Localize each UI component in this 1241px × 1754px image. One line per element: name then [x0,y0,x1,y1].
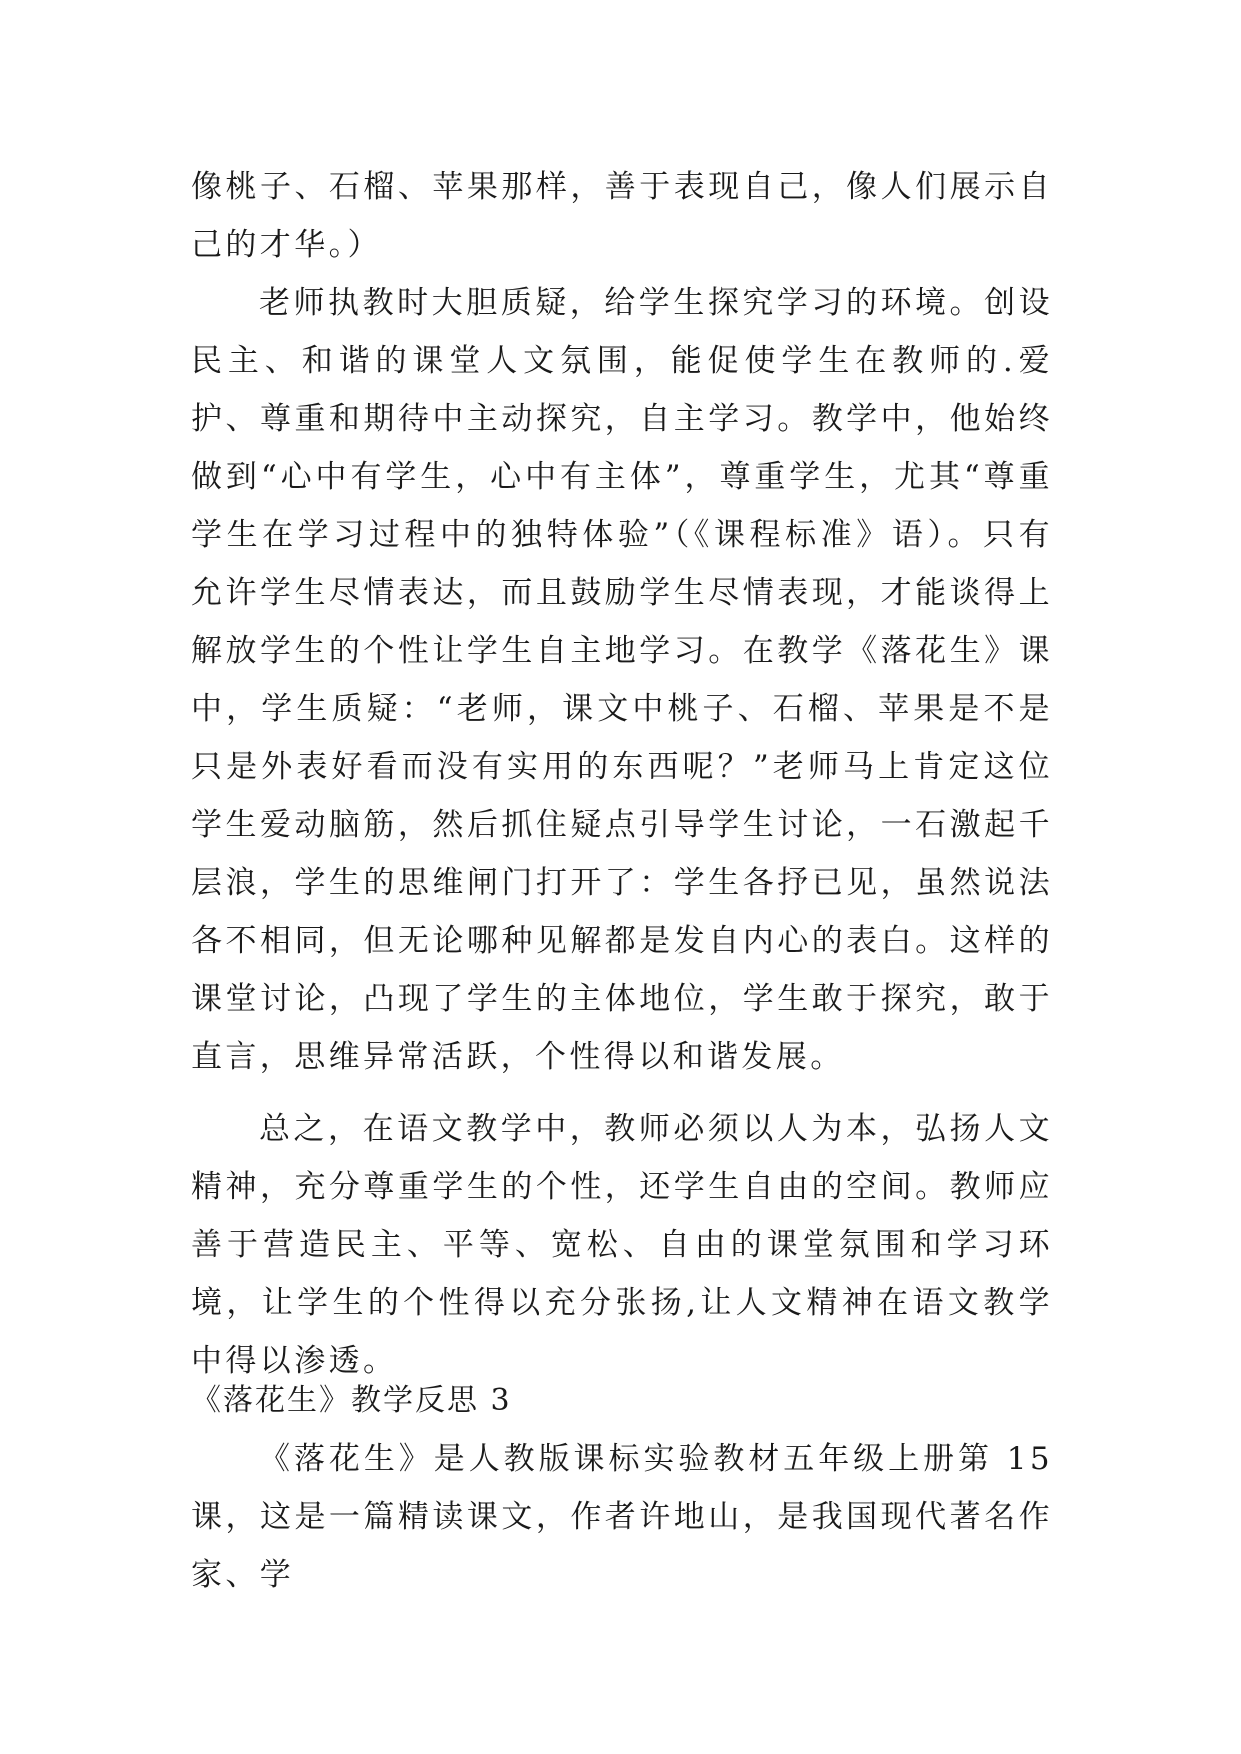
body-paragraph-3: 《落花生》是人教版课标实验教材五年级上册第 15 课，这是一篇精读课文，作者许地山，是我国现代著名作家、学 [191,1441,1053,1593]
section-heading: 《落花生》教学反思 3 [191,1383,512,1418]
body-paragraph-1: 老师执教时大胆质疑，给学生探究学习的环境。创设民主、和谐的课堂人文氛围，能促使学生在教师的.爱护、尊重和期待中主动探究，自主学习。教学中，他始终做到“心中有学生，心中有主体”，尊重学生，尤其“尊重学生在学习过程中的独特体验”（《课程标准》语）。只有允许学生尽情表达，而且鼓励学生尽情表现，才能谈得上解放学生的个性让学生自主地学习。在教学《落花生》课中，学生质疑：“老师，课文中桃子、石榴、苹果是不是只是外表好看而没有实用的东西呢？”老师马上肯定这位学生爱动脑筋，然后抓住疑点引导学生讨论，一石激起千层浪，学生的思维闸门打开了：学生各抒已见，虽然说法各不相同，但无论哪种见解都是发自内心的表白。这样的课堂讨论，凸现了学生的主体地位，学生敢于探究，敢于直言，思维异常活跃，个性得以和谐发展。 [191,285,1053,1075]
body-paragraph-2: 总之，在语文教学中，教师必须以人为本，弘扬人文精神，充分尊重学生的个性，还学生自由的空间。教师应善于营造民主、平等、宽松、自由的课堂氛围和学习环境，让学生的个性得以充分张扬,让人文精神在语文教学中得以渗透。 [191,1111,1053,1379]
continuation-paragraph: 像桃子、石榴、苹果那样，善于表现自己，像人们展示自己的才华。） [191,169,1053,263]
